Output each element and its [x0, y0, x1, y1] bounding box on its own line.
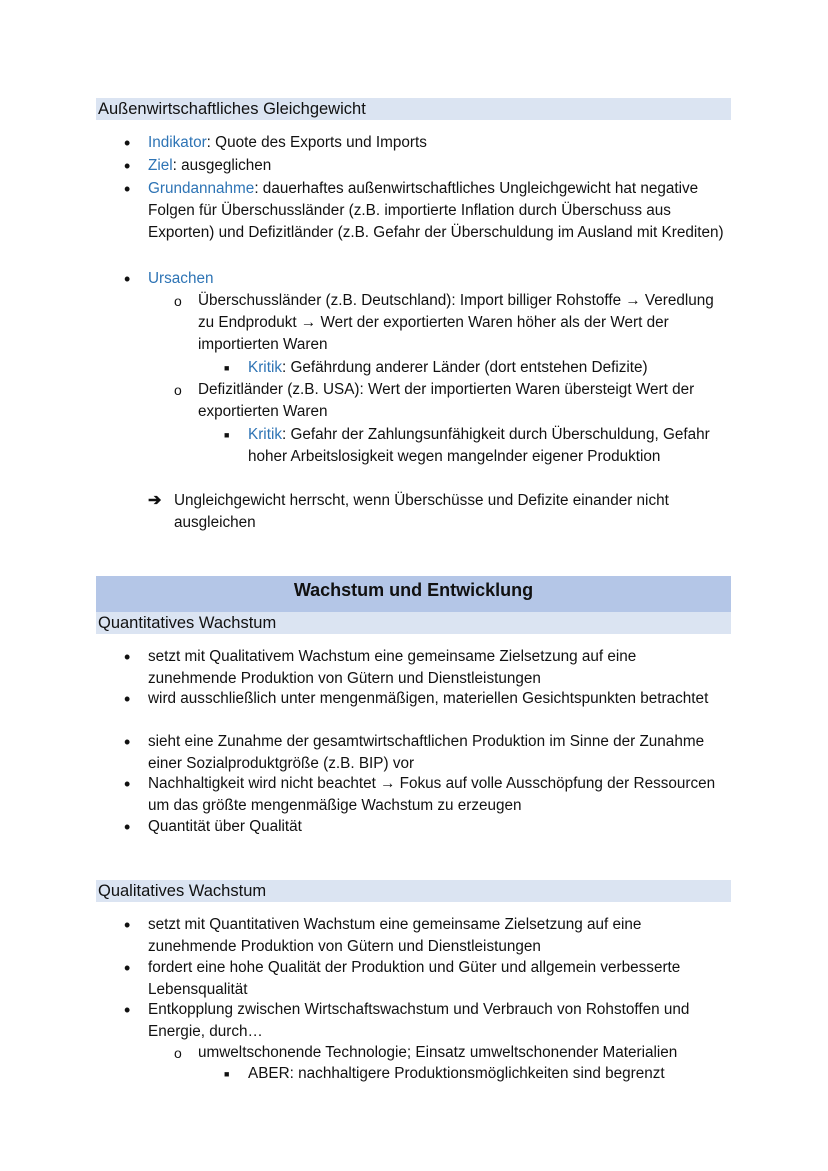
bullet-icon: •	[124, 774, 131, 794]
term-label: Kritik	[248, 426, 282, 443]
list-item: Nachhaltigkeit wird nicht beachtet → Fokus auf volle Ausschöpfung der Ressourcen um das größte mengenmäßige Wachstum zu erzeugen	[148, 775, 716, 814]
item-text: : Quote des Exports und Imports	[206, 134, 427, 151]
bullet-icon: •	[124, 958, 131, 978]
item-text: : Gefahr der Zahlungsunfähigkeit durch Überschuldung, Gefahr hoher Arbeitslosigkeit wegen mangelnder eigener Produktion	[248, 426, 710, 465]
term-label: Indikator	[148, 134, 207, 151]
list-item: setzt mit Quantitativen Wachstum eine gemeinsame Zielsetzung auf eine zunehmende Produktion von Gütern und Dienstleistungen	[148, 916, 642, 955]
main-heading: Wachstum und Entwicklung	[96, 576, 731, 612]
list-item	[148, 268, 733, 290]
bullet-icon: •	[124, 689, 131, 709]
list-item	[148, 132, 733, 154]
section-heading-qualitativ: Qualitatives Wachstum	[96, 880, 731, 902]
sub-list-item: umweltschonende Technologie; Einsatz umweltschonender Materialien	[198, 1044, 678, 1061]
circle-bullet-icon: o	[174, 293, 182, 309]
bullet-icon: •	[124, 1000, 131, 1020]
bullet-icon: •	[124, 156, 131, 176]
item-text: : ausgeglichen	[172, 157, 272, 174]
bullet-icon: •	[124, 179, 131, 199]
list-item	[148, 155, 733, 177]
term-label: Ziel	[148, 157, 173, 174]
circle-bullet-icon: o	[174, 1045, 182, 1061]
item-text: : dauerhaftes außenwirtschaftliches Ungleichgewicht hat negative Folgen für Überschussländer (z.B. importierte Inflation durch Überschuss aus Exporten) und Defizitländer (z.B. Gefahr der Überschuldung im Ausland mit Krediten)	[148, 180, 724, 241]
square-bullet-icon: ■	[224, 1069, 230, 1079]
item-text: : Gefährdung anderer Länder (dort entstehen Defizite)	[282, 359, 648, 376]
list-item: Entkopplung zwischen Wirtschaftswachstum und Verbrauch von Rohstoffen und Energie, durch…	[148, 1001, 690, 1040]
sub-sub-list-item	[248, 357, 733, 379]
bullet-icon: •	[124, 817, 131, 837]
bullet-icon: •	[124, 269, 131, 289]
sub-sub-list-item: ABER: nachhaltigere Produktionsmöglichkeiten sind begrenzt	[248, 1065, 665, 1082]
bullet-icon: •	[124, 732, 131, 752]
term-label: Ursachen	[148, 270, 214, 287]
sub-list-item: Defizitländer (z.B. USA): Wert der importierten Waren übersteigt Wert der exportierten Waren	[198, 381, 695, 420]
list-item: Quantität über Qualität	[148, 818, 302, 835]
list-item	[148, 178, 728, 244]
sub-sub-list-item	[248, 424, 718, 468]
list-item: setzt mit Qualitativem Wachstum eine gemeinsame Zielsetzung auf eine zunehmende Produktion von Gütern und Dienstleistungen	[148, 648, 637, 687]
list-item: sieht eine Zunahme der gesamtwirtschaftlichen Produktion im Sinne der Zunahme einer Sozialproduktgröße (z.B. BIP) vor	[148, 733, 705, 772]
list-item: fordert eine hohe Qualität der Produktion und Güter und allgemein verbesserte Lebensqualität	[148, 959, 681, 998]
conclusion-text: Ungleichgewicht herrscht, wenn Überschüsse und Defizite einander nicht ausgleichen	[174, 492, 669, 531]
bullet-icon: •	[124, 647, 131, 667]
sub-list-item: Überschussländer (z.B. Deutschland): Import billiger Rohstoffe → Veredlung zu Endprodukt → Wert der exportierten Waren höher als der Wert der importierten Waren	[198, 292, 714, 353]
term-label: Grundannahme	[148, 180, 255, 197]
section-heading-quantitativ: Quantitatives Wachstum	[96, 612, 731, 634]
bullet-icon: •	[124, 133, 131, 153]
term-label: Kritik	[248, 359, 282, 376]
list-item: wird ausschließlich unter mengenmäßigen, materiellen Gesichtspunkten betrachtet	[148, 690, 709, 707]
section-heading-aussenwirtschaft: Außenwirtschaftliches Gleichgewicht	[96, 98, 731, 120]
square-bullet-icon: ■	[224, 430, 230, 440]
arrow-bullet-icon: ➔	[148, 492, 162, 509]
bullet-icon: •	[124, 915, 131, 935]
circle-bullet-icon: o	[174, 382, 182, 398]
square-bullet-icon: ■	[224, 363, 230, 373]
